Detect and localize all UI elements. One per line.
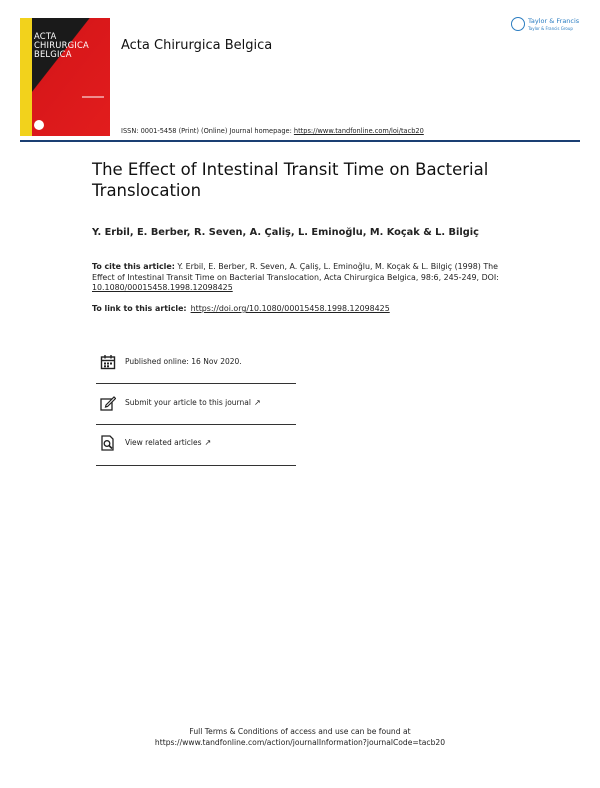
- edit-icon: [100, 395, 116, 411]
- article-authors: Y. Erbil, E. Berber, R. Seven, A. Çaliş, L. Eminoğlu, M. Koçak & L. Bilgiç: [92, 227, 479, 238]
- cover-title-line: CHIRURGICA: [34, 40, 89, 50]
- cover-title-line: ACTA: [34, 31, 57, 41]
- journal-cover-image: [20, 18, 110, 136]
- cover-yellow-stripe: [20, 18, 32, 136]
- calendar-icon: [100, 354, 116, 370]
- cover-decoration: [82, 96, 104, 98]
- submit-article-link[interactable]: [125, 398, 261, 407]
- footer: [0, 726, 600, 748]
- search-document-icon: [100, 435, 116, 451]
- article-title: The Effect of Intestinal Transit Time on Bacterial Translocation: [92, 160, 489, 200]
- publisher-logo: [511, 17, 581, 35]
- issn-text: ISSN: 0001-5458 (Print) (Online) Journal homepage:: [121, 127, 294, 135]
- issn-line: [121, 127, 424, 135]
- article-doi-link[interactable]: https://doi.org/10.1080/00015458.1998.12098425: [190, 304, 390, 313]
- published-date-text: Published online: 16 Nov 2020.: [125, 357, 242, 366]
- article-link-line: [92, 304, 390, 313]
- info-divider: [96, 424, 296, 425]
- publisher-logo-subtitle: Taylor & Francis Group: [528, 26, 573, 31]
- cover-title-line: BELGICA: [34, 49, 72, 59]
- external-link-icon: ↗: [253, 398, 261, 407]
- journal-name: Acta Chirurgica Belgica: [121, 38, 273, 53]
- submit-article-label: Submit your article to this journal: [125, 398, 251, 407]
- footer-terms-text: Full Terms & Conditions of access and use can be found at: [189, 727, 411, 736]
- publisher-logo-name: Taylor & Francis: [528, 17, 580, 25]
- citation-block: [92, 262, 512, 294]
- citation-doi-link[interactable]: 10.1080/00015458.1998.12098425: [92, 283, 233, 293]
- related-articles-label: View related articles: [125, 438, 202, 447]
- info-divider: [96, 465, 296, 466]
- citation-text: Y. Erbil, E. Berber, R. Seven, A. Çaliş, L. Eminoğlu, M. Koçak & L. Bilgiç (1998) The Effect of Intestinal Transit Time on Bacterial Translocation, Acta Chirurgica Belgica, 98:6, 245-249, DOI:: [92, 262, 499, 282]
- external-link-icon: ↗: [204, 438, 212, 447]
- info-divider: [96, 383, 296, 384]
- journal-homepage-link[interactable]: https://www.tandfonline.com/loi/tacb20: [293, 127, 424, 135]
- article-link-label: To link to this article:: [92, 304, 187, 313]
- citation-label: To cite this article:: [92, 262, 175, 271]
- header-divider: [20, 140, 580, 142]
- publisher-logo-icon: [511, 17, 525, 31]
- footer-terms-link[interactable]: https://www.tandfonline.com/action/journalInformation?journalCode=tacb20: [154, 738, 446, 747]
- related-articles-link[interactable]: [125, 438, 211, 447]
- cover-logo-icon: [34, 120, 44, 130]
- cover-title: [34, 32, 89, 59]
